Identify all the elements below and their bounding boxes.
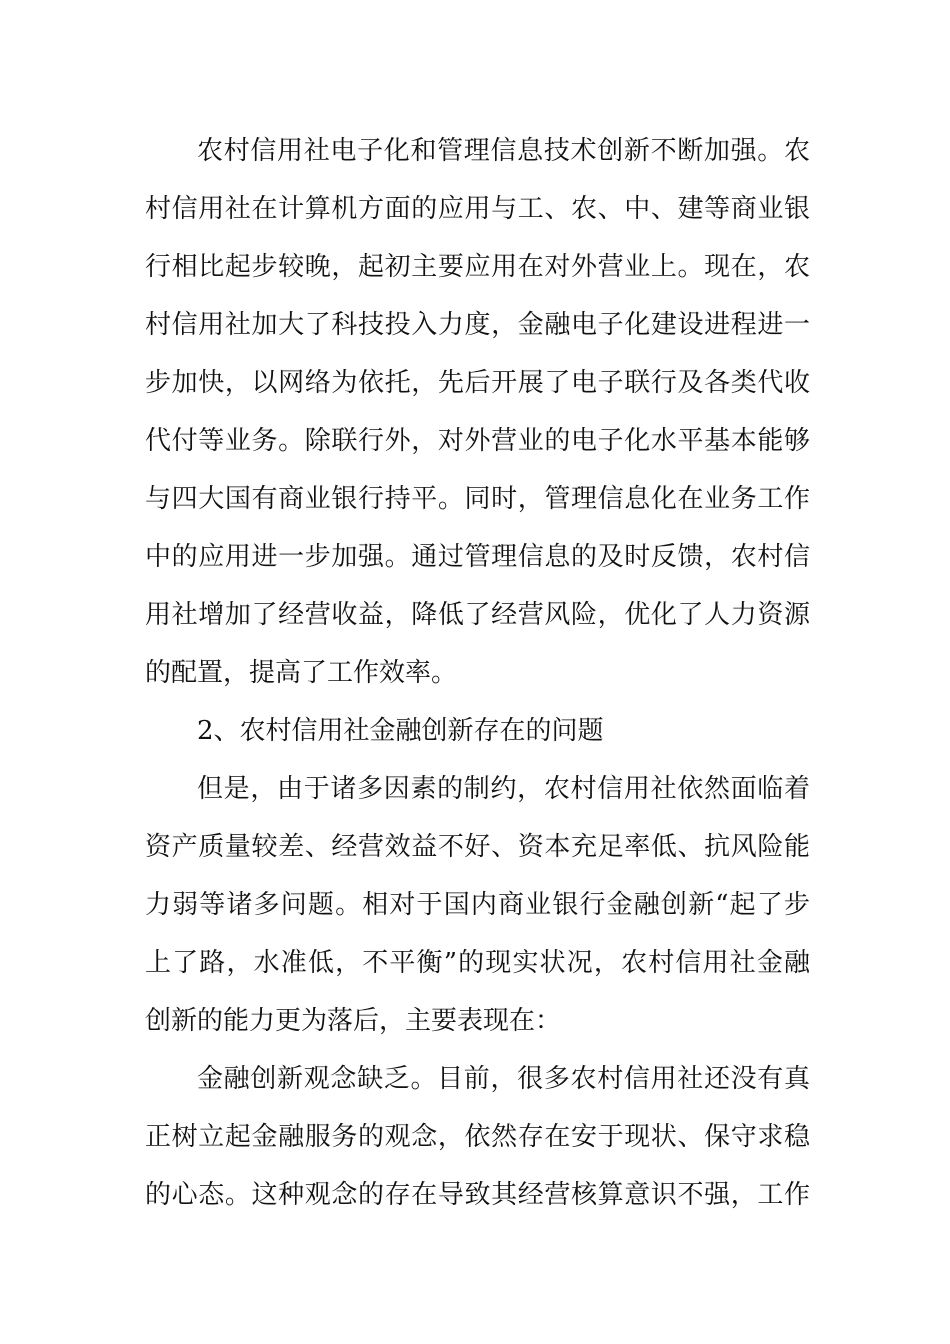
paragraph-1-line-2: 村信用社在计算机方面的应用与工、农、中、建等商业银 bbox=[145, 194, 810, 224]
paragraph-1-line-1: 农村信用社电子化和管理信息技术创新不断加强。农 bbox=[197, 136, 810, 166]
paragraph-1-line-3: 行相比起步较晚，起初主要应用在对外营业上。现在，农 bbox=[145, 252, 810, 282]
paragraph-3-line-3: 的心态。这种观念的存在导致其经营核算意识不强，工作 bbox=[145, 1180, 810, 1210]
paragraph-2-line-1: 但是，由于诸多因素的制约，农村信用社依然面临着 bbox=[197, 774, 810, 804]
paragraph-1-line-5: 步加快，以网络为依托，先后开展了电子联行及各类代收 bbox=[145, 368, 810, 398]
paragraph-1-line-10: 的配置，提高了工作效率。 bbox=[145, 658, 458, 688]
paragraph-2-line-4: 上了路，水准低，不平衡”的现实状况，农村信用社金融 bbox=[145, 948, 810, 978]
paragraph-1-line-7: 与四大国有商业银行持平。同时，管理信息化在业务工作 bbox=[145, 484, 810, 514]
paragraph-3-line-1: 金融创新观念缺乏。目前，很多农村信用社还没有真 bbox=[197, 1064, 810, 1094]
section-heading: 2、农村信用社金融创新存在的问题 bbox=[197, 716, 604, 746]
paragraph-1-line-9: 用社增加了经营收益，降低了经营风险，优化了人力资源 bbox=[145, 600, 810, 630]
paragraph-1-line-4: 村信用社加大了科技投入力度，金融电子化建设进程进一 bbox=[145, 310, 810, 340]
paragraph-1-line-8: 中的应用进一步加强。通过管理信息的及时反馈，农村信 bbox=[145, 542, 810, 572]
paragraph-3-line-2: 正树立起金融服务的观念，依然存在安于现状、保守求稳 bbox=[145, 1122, 810, 1152]
paragraph-2-line-5: 创新的能力更为落后，主要表现在： bbox=[145, 1006, 562, 1036]
paragraph-1-line-6: 代付等业务。除联行外，对外营业的电子化水平基本能够 bbox=[145, 426, 810, 456]
paragraph-2-line-2: 资产质量较差、经营效益不好、资本充足率低、抗风险能 bbox=[145, 832, 810, 862]
paragraph-2-line-3: 力弱等诸多问题。相对于国内商业银行金融创新“起了步 bbox=[145, 890, 810, 920]
